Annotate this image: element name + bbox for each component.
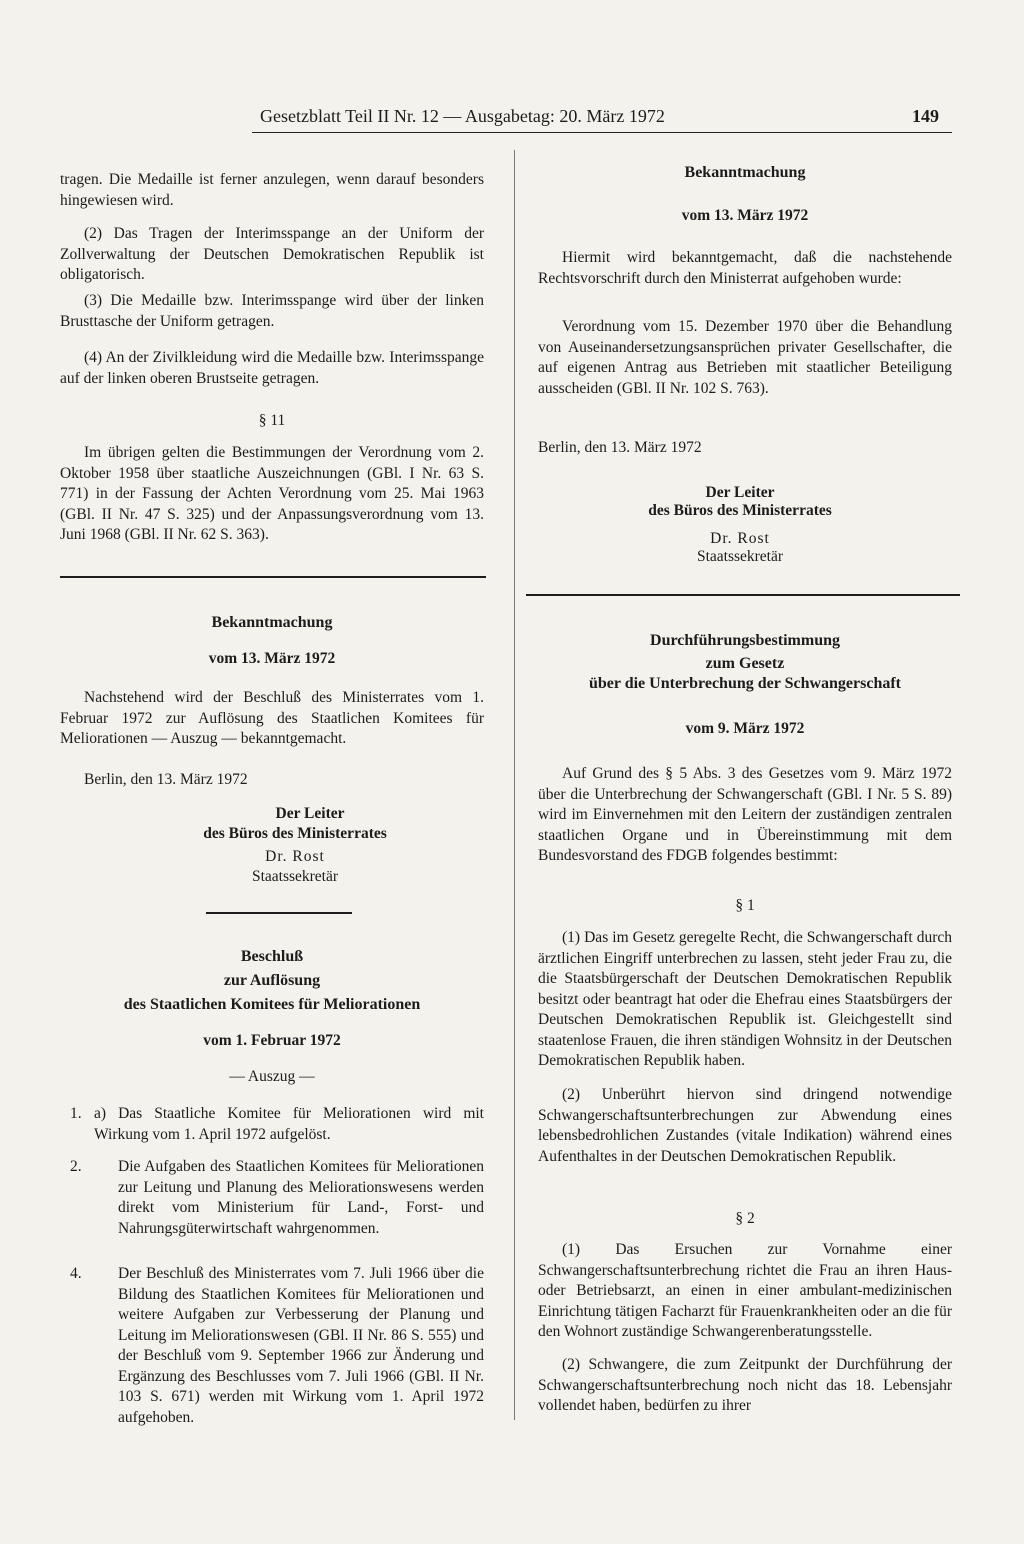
announcement-2-repealed-item: Verordnung vom 15. Dezember 1970 über die Behandlung von Auseinandersetzungsansprüchen privater Gesellschafter, die auf eigenen Antrag aus Betrieben mit staatlicher Beteiligung ausscheiden (GBl. II Nr. 102 S. 763). xyxy=(538,318,952,397)
section-11-heading: § 11 xyxy=(258,412,286,429)
announcement-2-date: vom 13. März 1972 xyxy=(681,207,809,224)
announcement-1-text: Nachstehend wird der Beschluß des Ministerrates vom 1. Februar 1972 zur Auflösung des Staatlichen Komitees für Meliorationen — Auszug — bekanntgemacht. xyxy=(60,689,484,747)
resolution-item-1-text: a) Das Staatliche Komitee für Meliorationen wird mit Wirkung vom 1. April 1972 aufgelöst. xyxy=(94,1105,484,1143)
announcement-2-text: Hiermit wird bekanntgemacht, daß die nachstehende Rechtsvorschrift durch den Ministerrat aufgehoben wurde: xyxy=(538,249,952,287)
implementing-regulation-date: vom 9. März 1972 xyxy=(685,720,805,737)
implementing-regulation-title-1: Durchführungsbestimmung xyxy=(650,632,840,649)
section-2-paragraph-1: (1) Das Ersuchen zur Vornahme einer Schwangerschaftsunterbrechung richtet die Frau an ihren Haus- oder Betriebsarzt, an einen in einer ambulant-medizinischen Einrichtung tätigen Facharzt für Frauenkrankheiten oder an die für den Wohnort zuständige Schwangerenberatungsstelle. xyxy=(538,1241,952,1340)
implementing-regulation-title-2: zum Gesetz xyxy=(705,655,785,672)
implementing-regulation-preamble: Auf Grund des § 5 Abs. 3 des Gesetzes vom 9. März 1972 über die Unterbrechung der Schwangerschaft (GBl. I Nr. 5 S. 89) wird im Einvernehmen mit den Leitern der zuständigen zentralen staatlichen Organe und in Übereinstimmung mit dem Bundesvorstand des FDGB folgendes bestimmt: xyxy=(538,765,952,864)
gazette-header-title: Gesetzblatt Teil II Nr. 12 — Ausgabetag: 20. März 1972 xyxy=(260,106,665,126)
announcement-2-signatory-name: Dr. Rost xyxy=(710,530,770,547)
resolution-item-4-number: 4. xyxy=(70,1265,82,1282)
announcement-2-signatory-role: Staatssekretär xyxy=(696,548,784,565)
announcement-1-date: vom 13. März 1972 xyxy=(208,650,336,667)
resolution-item-1-number: 1. xyxy=(70,1105,82,1122)
section-2-paragraph-2: (2) Schwangere, die zum Zeitpunkt der Durchführung der Schwangerschaftsunterbrechung noch nicht das 18. Lebensjahr vollendet haben, bedürfen zu ihrer xyxy=(538,1356,952,1414)
resolution-title-3: des Staatlichen Komitees für Meliorationen xyxy=(123,996,421,1013)
section-separator-left-1 xyxy=(60,576,486,578)
announcement-1-signatory-title: Der Leiter xyxy=(275,805,345,822)
announcement-1-signatory-name: Dr. Rost xyxy=(265,848,325,865)
left-paragraph-section-11: Im übrigen gelten die Bestimmungen der Verordnung vom 2. Oktober 1958 über staatliche Auszeichnungen (GBl. I Nr. 63 S. 771) in der Fassung der Achten Verordnung vom 25. Mai 1963 (GBl. II Nr. 47 S. 325) und der Anpassungsverordnung vom 13. Juni 1968 (GBl. II Nr. 62 S. 363). xyxy=(60,444,484,543)
section-1-paragraph-1: (1) Das im Gesetz geregelte Recht, die Schwangerschaft durch ärztlichen Eingriff unterbrechen zu lassen, steht jeder Frau zu, die die Staatsbürgerschaft der Deutschen Demokratischen Republik besitzt oder beantragt hat oder die Ehefrau eines Staatsbürgers der Deutschen Demokratischen Republik ist. Gleichgestellt sind staatenlose Frauen, die ihren ständigen Wohnsitz in der Deutschen Demokratischen Republik haben. xyxy=(538,929,952,1069)
announcement-2-signatory-title: Der Leiter xyxy=(705,484,775,501)
column-divider xyxy=(514,150,515,1420)
section-2-heading: § 2 xyxy=(735,1210,755,1227)
section-1-heading: § 1 xyxy=(735,897,755,914)
page-number: 149 xyxy=(912,106,939,126)
resolution-subtitle: — Auszug — xyxy=(229,1068,315,1085)
section-separator-left-2 xyxy=(206,912,352,914)
announcement-1-signatory-role: Staatssekretär xyxy=(251,868,339,885)
announcement-1-title: Bekanntmachung xyxy=(211,614,333,631)
implementing-regulation-title-3: über die Unterbrechung der Schwangerschaft xyxy=(589,675,901,692)
section-1-paragraph-2: (2) Unberührt hiervon sind dringend notwendige Schwangerschaftsunterbrechungen zur Abwendung eines lebensbedrohlichen Zustandes (vitale Indikation) während eines Aufenthaltes in der Deutschen Demokratischen Republik. xyxy=(538,1086,952,1165)
section-separator-right-1 xyxy=(526,594,960,596)
resolution-item-2-text: Die Aufgaben des Staatlichen Komitees für Meliorationen zur Leitung und Planung des Meliorationswesens werden direkt vom Ministerium für Land-, Forst- und Nahrungsgüterwirtschaft wahrgenommen. xyxy=(118,1158,484,1237)
left-paragraph-4: (4) An der Zivilkleidung wird die Medaille bzw. Interimsspange auf der linken oberen Brustseite getragen. xyxy=(60,349,484,387)
resolution-title-1: Beschluß xyxy=(240,948,304,965)
header-rule xyxy=(252,132,952,133)
left-paragraph-continuation: tragen. Die Medaille ist ferner anzulegen, wenn darauf besonders hingewiesen wird. xyxy=(60,171,484,209)
resolution-title-2: zur Auflösung xyxy=(223,972,321,989)
announcement-1-place-date: Berlin, den 13. März 1972 xyxy=(84,771,248,788)
announcement-2-place-date: Berlin, den 13. März 1972 xyxy=(538,439,702,456)
left-paragraph-3: (3) Die Medaille bzw. Interimsspange wird über der linken Brusttasche der Uniform getragen. xyxy=(60,292,484,330)
announcement-2-signatory-office: des Büros des Ministerrates xyxy=(648,502,832,519)
announcement-1-signatory-office: des Büros des Ministerrates xyxy=(203,825,387,842)
resolution-item-4-text: Der Beschluß des Ministerrates vom 7. Juli 1966 über die Bildung des Staatlichen Komitees für Meliorationen und weitere Aufgaben zur Verbesserung der Planung und Leitung im Meliorationswesen (GBl. II Nr. 86 S. 555) und der Beschluß vom 9. September 1966 zur Änderung und Ergänzung des Beschlusses vom 7. Juli 1966 (GBl. II Nr. 103 S. 671) werden mit Wirkung vom 1. April 1972 aufgehoben. xyxy=(118,1265,484,1426)
resolution-item-2-number: 2. xyxy=(70,1158,82,1175)
resolution-date: vom 1. Februar 1972 xyxy=(203,1032,341,1049)
announcement-2-title: Bekanntmachung xyxy=(684,164,806,181)
left-paragraph-2: (2) Das Tragen der Interimsspange an der Uniform der Zollverwaltung der Deutschen Demokratischen Republik ist obligatorisch. xyxy=(60,225,484,283)
